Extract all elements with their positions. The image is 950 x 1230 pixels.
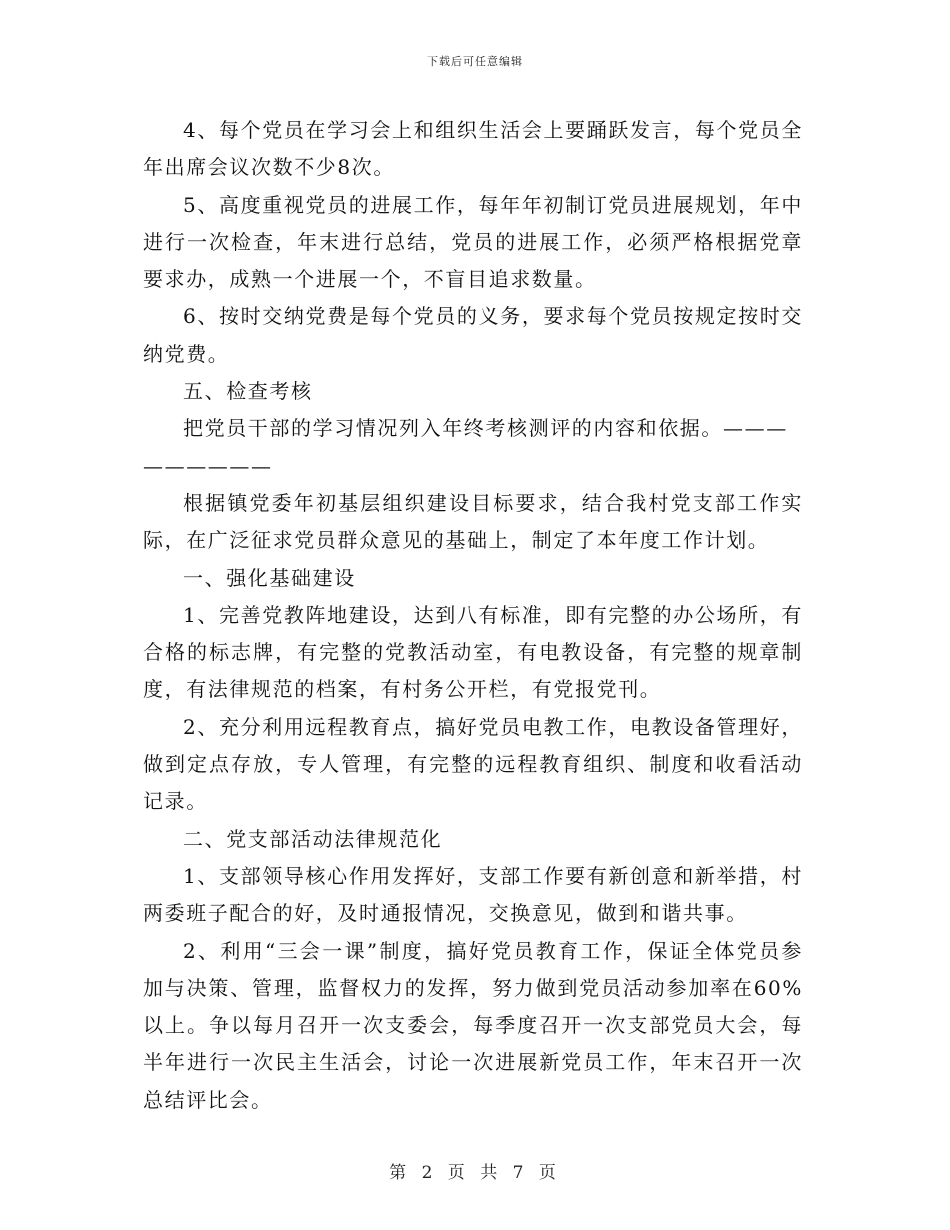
section-heading-standardization: 二、党支部活动法律规范化 [183,826,443,851]
paragraph-item-4: 4、每个党员在学习会上和组织生活会上要踊跃发言，每个党员全年出席会议次数不少8次。 [143,118,803,180]
section-heading-inspection: 五、检查考核 [183,379,313,404]
paragraph-item-6: 6、按时交纳党费是每个党员的义务，要求每个党员按规定按时交纳党费。 [143,304,803,366]
paragraph-item-5: 5、高度重视党员的进展工作，每年年初制订党员进展规划，年中进行一次检查，年末进行总结，党员的进展工作，必须严格根据党章要求办，成熟一个进展一个，不盲目追求数量。 [143,192,803,292]
paragraph-foundation-2: 2、充分利用远程教育点，搞好党员电教工作，电教设备管理好，做到定点存放，专人管理，有完整的远程教育组织、制度和收看活动记录。 [143,714,803,814]
paragraph-standardization-2: 2、利用“三会一课”制度，搞好党员教育工作，保证全体党员参加与决策、管理，监督权力的发挥，努力做到党员活动参加率在60%以上。争以每月召开一次支委会，每季度召开一次支部党员大会，每半年进行一次民主生活会，讨论一次进展新党员工作，年末召开一次总结评比会。 [143,938,803,1112]
section-heading-foundation: 一、强化基础建设 [183,565,356,590]
paragraph-intro: 根据镇党委年初基层组织建设目标要求，结合我村党支部工作实际，在广泛征求党员群众意见的基础上，制定了本年度工作计划。 [143,490,803,553]
dash-separator: —————— [143,453,273,478]
paragraph-inspection-body: 把党员干部的学习情况列入年终考核测评的内容和依据。——— [183,416,788,441]
page-number: 第 2 页 共 7 页 [389,1163,561,1183]
document-body [143,112,803,1119]
paragraph-standardization-1: 1、支部领导核心作用发挥好，支部工作要有新创意和新举措，村两委班子配合的好，及时通报情况，交换意见，做到和谐共事。 [143,863,803,926]
page-header: 下载后可任意编辑 [427,55,523,68]
paragraph-foundation-1: 1、完善党教阵地建设，达到八有标准，即有完整的办公场所，有合格的标志牌，有完整的党教活动室，有电教设备，有完整的规章制度，有法律规范的档案，有村务公开栏，有党报党刊。 [143,602,803,702]
